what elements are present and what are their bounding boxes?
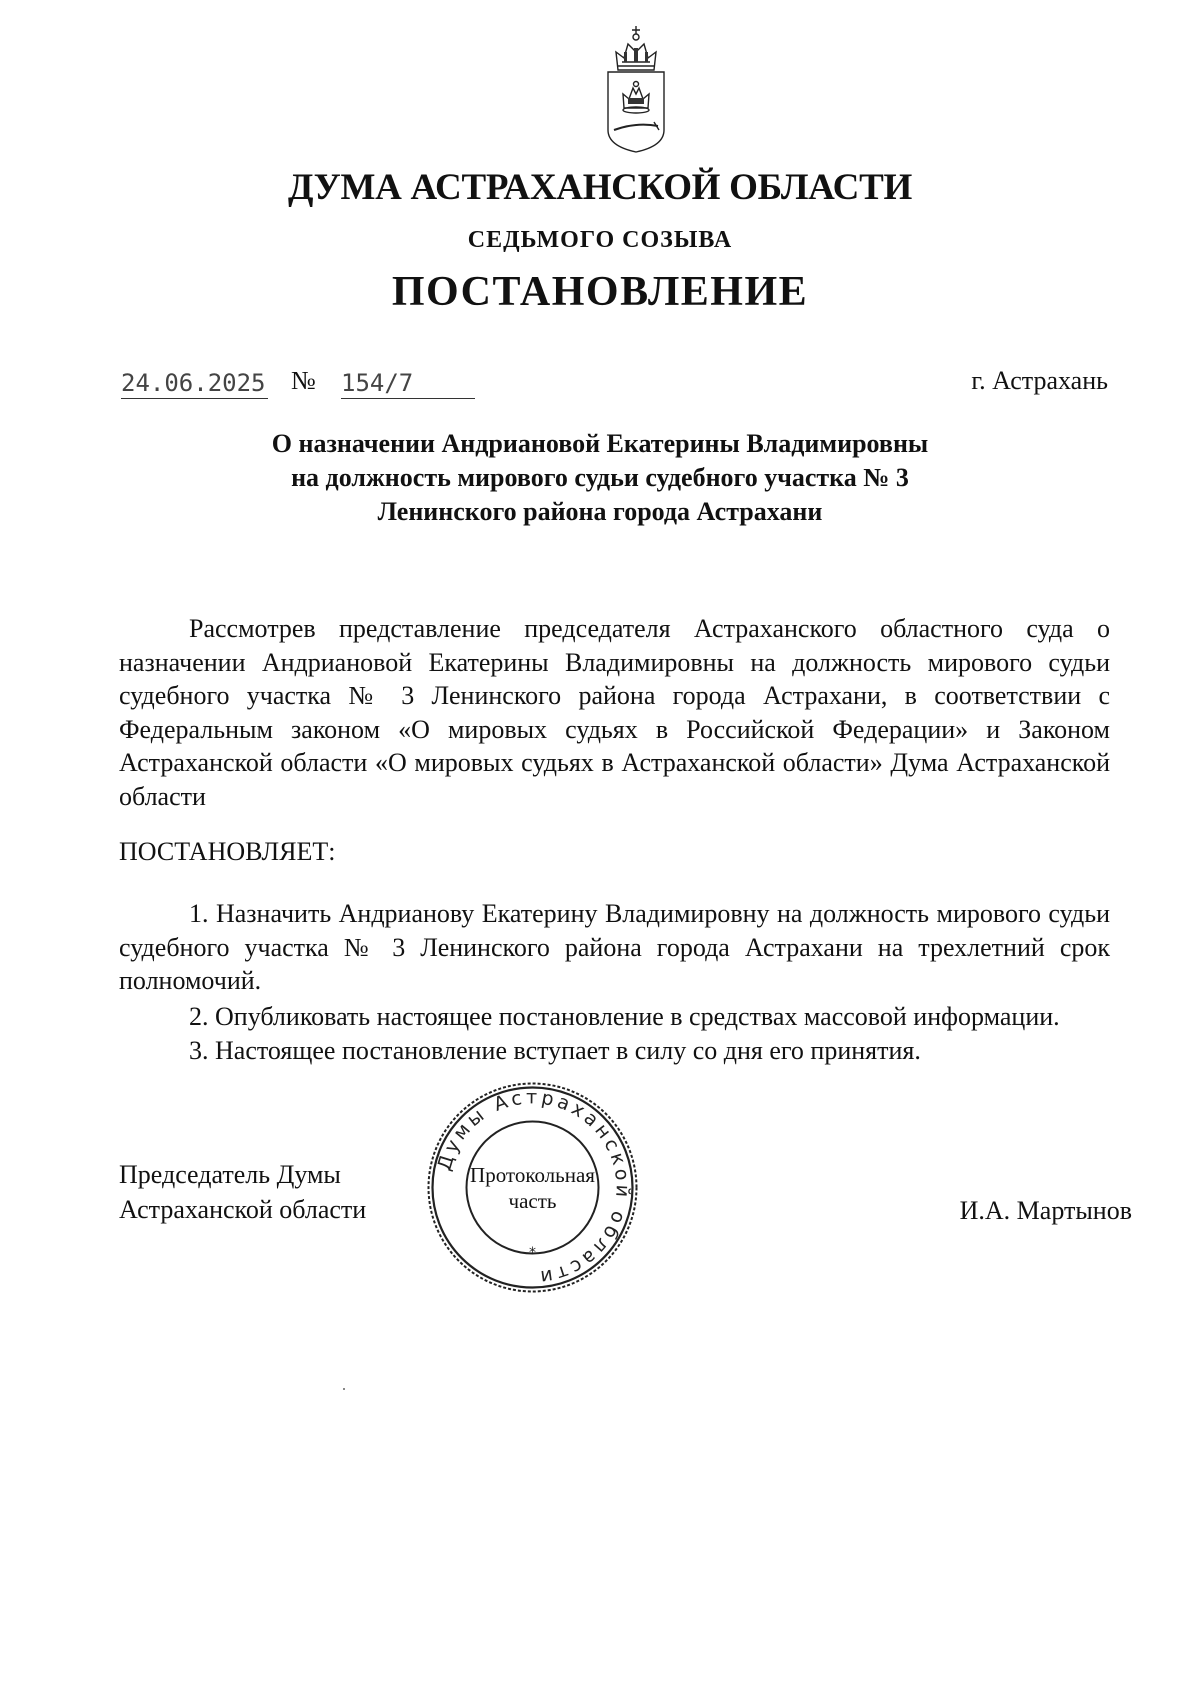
signatory-position-line: Астраханской области [119, 1195, 367, 1224]
svg-text:*: * [529, 1245, 536, 1261]
subject-line: на должность мирового судьи судебного участка № 3 [291, 463, 909, 492]
coat-of-arms-emblem [596, 22, 676, 162]
document-subject [150, 427, 1050, 529]
resolution-item-1: 1. Назначить Андрианову Екатерину Владимировну на должность мирового судьи судебного участка № 3 Ленинского района города Астрахани на трехлетний срок полномочий. [119, 899, 1110, 996]
official-stamp [425, 1080, 640, 1295]
resolution-item-3: 3. Настоящее постановление вступает в силу со дня его принятия. [189, 1036, 921, 1065]
number-sign: № [291, 366, 316, 395]
document-type-title: ПОСТАНОВЛЕНИЕ [391, 269, 809, 315]
stamp-center-line-1: Протокольная [470, 1163, 595, 1187]
stamp-center-line-2: часть [508, 1189, 557, 1213]
document-date: 24.06.2025 [121, 369, 266, 397]
subject-line: О назначении Андриановой Екатерины Владимировны [271, 429, 929, 458]
signatory-name: И.А. Мартынов [959, 1196, 1132, 1225]
scan-speck [343, 1388, 345, 1390]
stamp-ring-text: Думы Астраханской области [433, 1086, 634, 1289]
document-number: 154/7 [341, 368, 475, 399]
resolves-heading: ПОСТАНОВЛЯЕТ: [119, 837, 336, 866]
document-city: г. Астрахань [971, 366, 1108, 395]
subject-line: Ленинского района города Астрахани [377, 497, 823, 526]
resolution-item-2: 2. Опубликовать настоящее постановление в средствах массовой информации. [189, 1002, 1060, 1031]
convocation-subtitle: СЕДЬМОГО СОЗЫВА [467, 227, 733, 253]
preamble-paragraph: Рассмотрев представление председателя Астраханского областного суда о назначении Андриановой Екатерины Владимировны на должность мирового судьи судебного участка № 3 Ленинского района города Астрахани, в соответствии с Федеральным законом «О мировых судьях в Российской Федерации» и Законом Астраханской области «О мировых судьях в Астраханской области» Дума Астраханской области [119, 614, 1110, 811]
signatory-position-line: Председатель Думы [119, 1160, 341, 1189]
signatory-position [119, 1157, 366, 1227]
organization-title: ДУМА АСТРАХАНСКОЙ ОБЛАСТИ [288, 167, 912, 208]
